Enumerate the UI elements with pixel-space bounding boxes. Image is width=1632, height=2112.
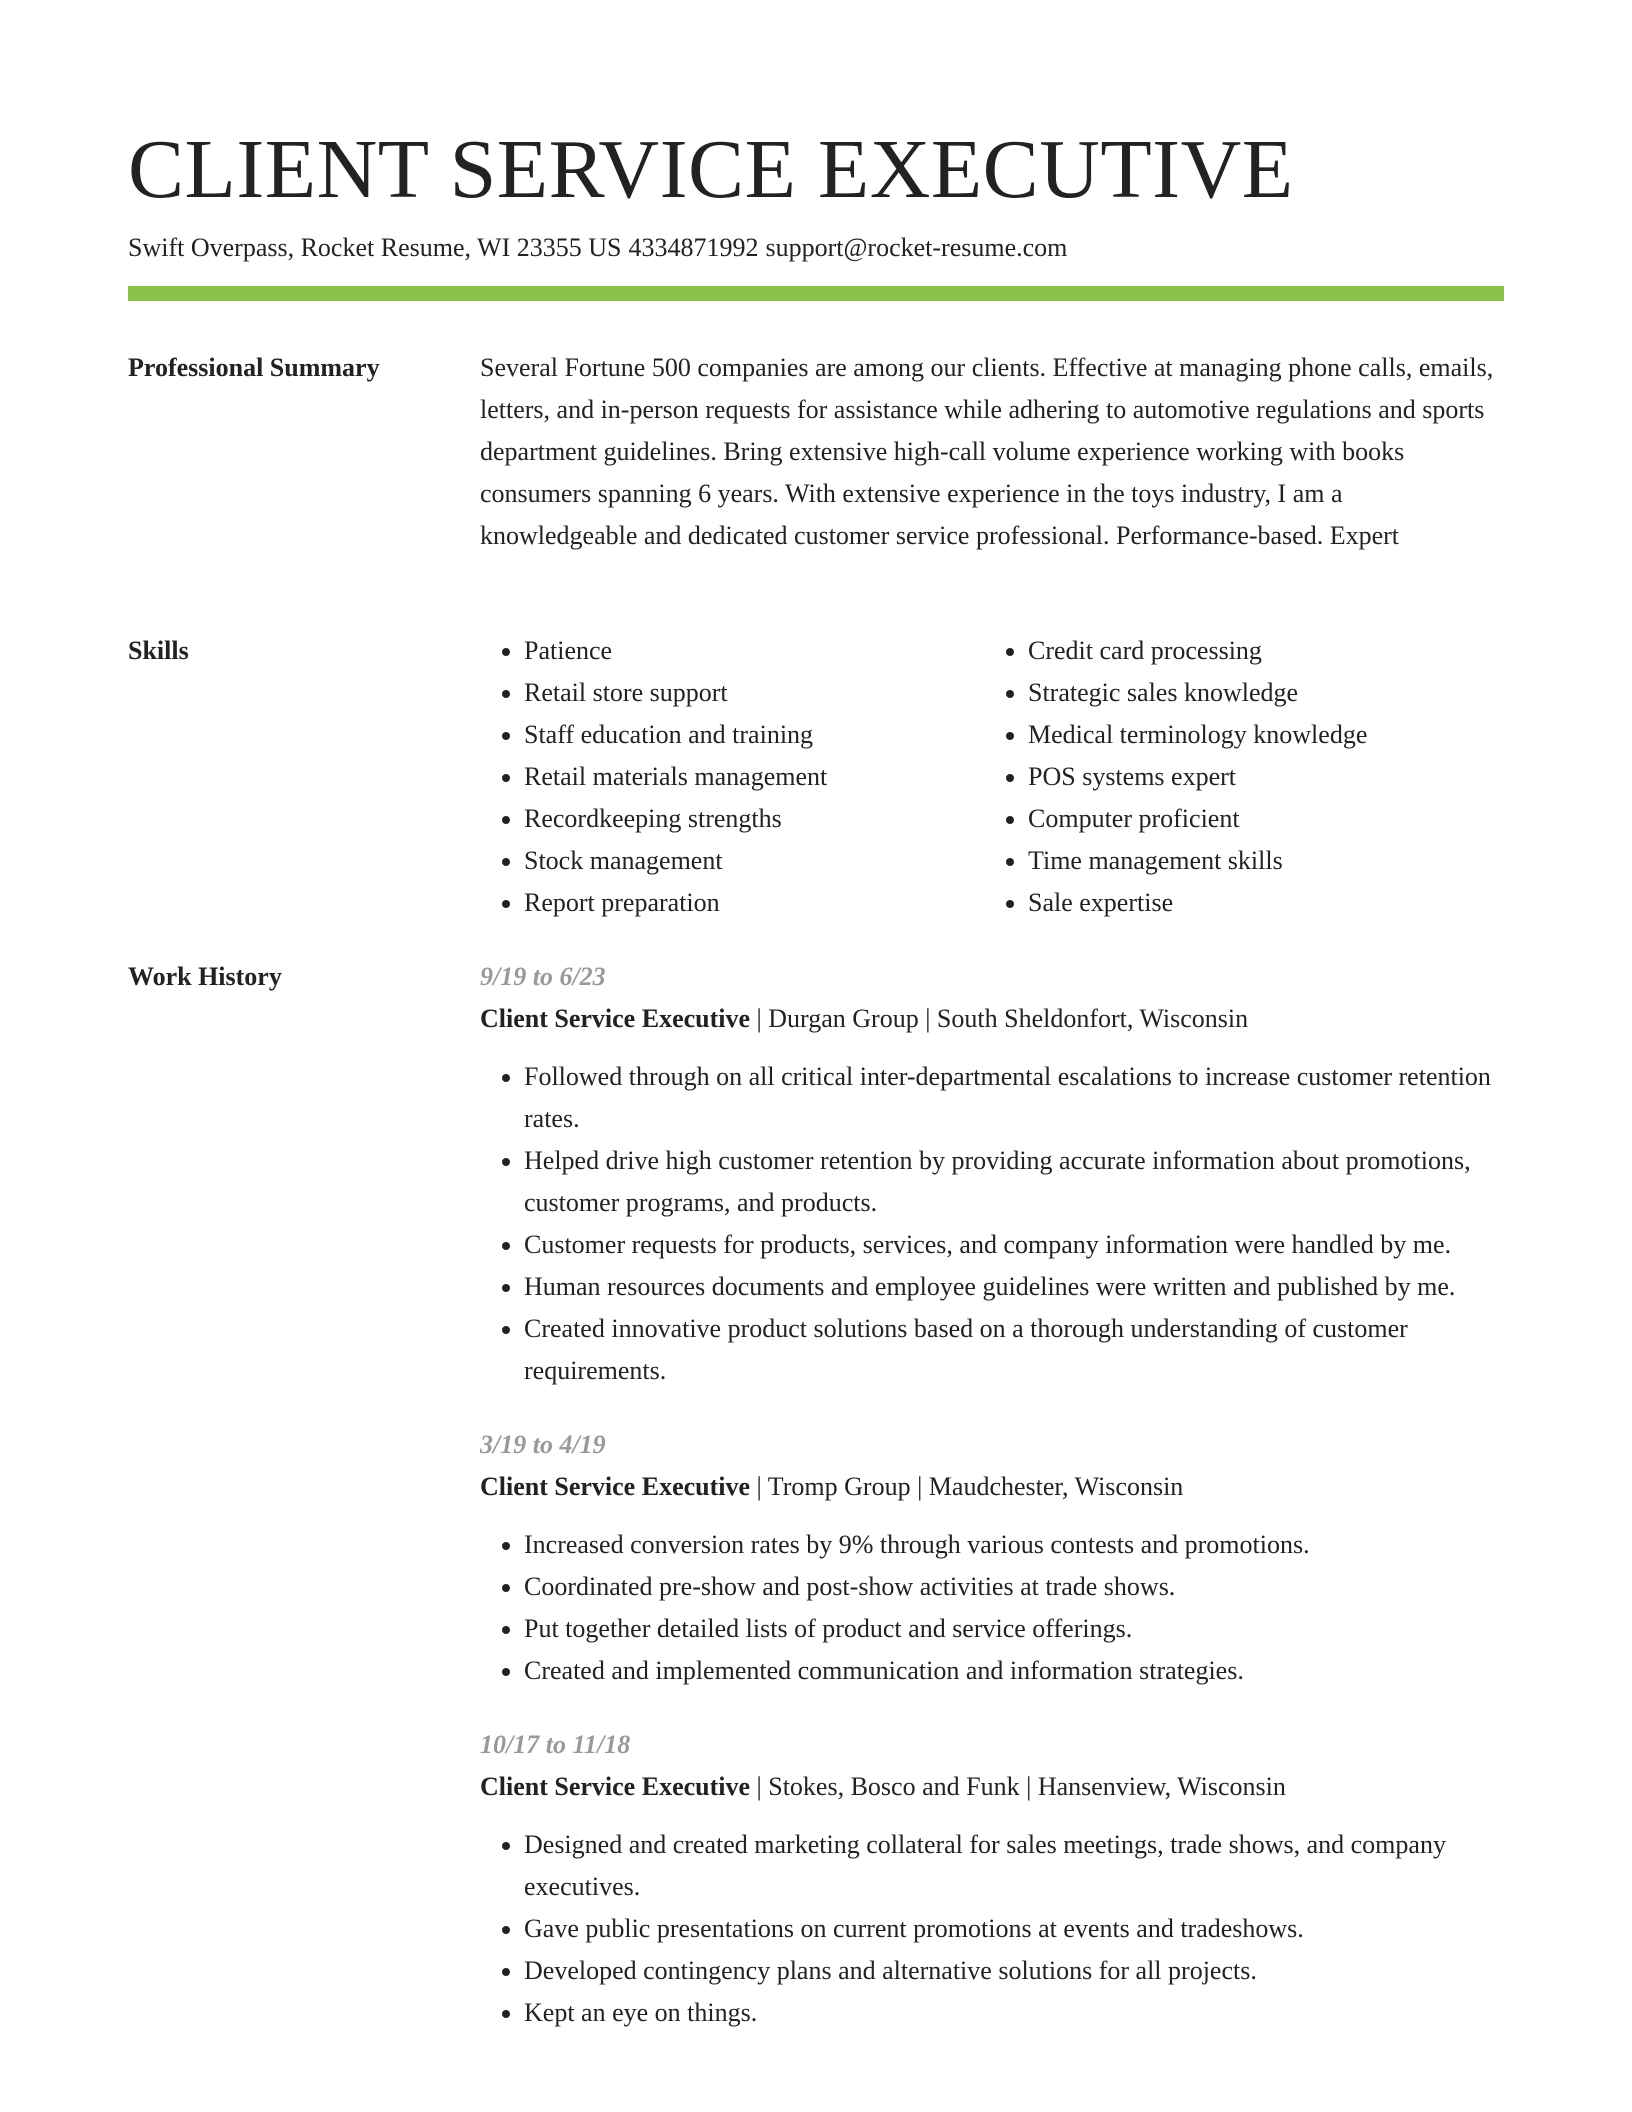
work-history-heading: Work History bbox=[128, 962, 282, 991]
separator: | bbox=[756, 1004, 762, 1033]
separator: | bbox=[756, 1772, 762, 1801]
job-bullet: • Human resources documents and employee guidelines were written and published by me. bbox=[524, 1266, 1506, 1308]
job-bullet: • Increased conversion rates by 9% through various contests and promotions. bbox=[524, 1524, 1506, 1566]
job-title-line bbox=[480, 1766, 1506, 1808]
skill-item: • Time management skills bbox=[1028, 840, 1488, 882]
job-bullet-list bbox=[480, 1056, 1506, 1392]
job-bullet: • Developed contingency plans and alternative solutions for all projects. bbox=[524, 1950, 1506, 1992]
skills-column-left bbox=[480, 630, 984, 924]
skill-item: • Stock management bbox=[524, 840, 984, 882]
job-entry bbox=[480, 1424, 1506, 1692]
job-title-line bbox=[480, 998, 1506, 1040]
skills-column-right bbox=[984, 630, 1488, 924]
job-company: Durgan Group bbox=[768, 1004, 919, 1033]
summary-body bbox=[480, 347, 1506, 557]
skill-item: • Patience bbox=[524, 630, 984, 672]
job-bullet: • Coordinated pre-show and post-show activities at trade shows. bbox=[524, 1566, 1506, 1608]
skill-item: • Computer proficient bbox=[1028, 798, 1488, 840]
skills-body bbox=[480, 630, 1506, 924]
skill-item: • Retail materials management bbox=[524, 756, 984, 798]
job-bullet-list bbox=[480, 1824, 1506, 2034]
job-bullet: • Designed and created marketing collateral for sales meetings, trade shows, and company executives. bbox=[524, 1824, 1506, 1908]
job-company: Stokes, Bosco and Funk bbox=[768, 1772, 1020, 1801]
skill-item: • Report preparation bbox=[524, 882, 984, 924]
contact-phone: 4334871992 bbox=[628, 233, 759, 262]
job-bullet: • Helped drive high customer retention by providing accurate information about promotions, customer programs, and products. bbox=[524, 1140, 1506, 1224]
skill-item: • Credit card processing bbox=[1028, 630, 1488, 672]
job-bullet: • Put together detailed lists of product and service offerings. bbox=[524, 1608, 1506, 1650]
skills-list-left bbox=[480, 630, 984, 924]
skill-item: • Sale expertise bbox=[1028, 882, 1488, 924]
contact-address: Swift Overpass, Rocket Resume, WI 23355 US bbox=[128, 233, 622, 262]
job-bullet: • Created and implemented communication and information strategies. bbox=[524, 1650, 1506, 1692]
skills-columns bbox=[480, 630, 1506, 924]
skills-heading: Skills bbox=[128, 636, 189, 665]
job-entry bbox=[480, 956, 1506, 1392]
work-history-body bbox=[480, 956, 1506, 2034]
job-bullet: • Customer requests for products, services, and company information were handled by me. bbox=[524, 1224, 1506, 1266]
job-location: Maudchester, Wisconsin bbox=[928, 1472, 1184, 1501]
summary-text: Several Fortune 500 companies are among our clients. Effective at managing phone calls, emails, letters, and in-person requests for assistance while adhering to automotive regulations and sports department guidelines. Bring extensive high-call volume experience working with books consumers spanning 6 years. With extensive experience in the toys industry, I am a knowledgeable and dedicated customer service professional. Performance-based. Expert bbox=[480, 353, 1494, 550]
skill-item: • Retail store support bbox=[524, 672, 984, 714]
contact-line bbox=[128, 230, 1067, 266]
contact-email: support@rocket-resume.com bbox=[765, 233, 1068, 262]
job-bullet: • Gave public presentations on current promotions at events and tradeshows. bbox=[524, 1908, 1506, 1950]
job-company: Tromp Group bbox=[767, 1472, 911, 1501]
job-entry bbox=[480, 1724, 1506, 2034]
separator: | bbox=[925, 1004, 931, 1033]
job-bullet: • Created innovative product solutions based on a thorough understanding of customer requirements. bbox=[524, 1308, 1506, 1392]
job-role: Client Service Executive bbox=[480, 1472, 751, 1501]
job-title-line bbox=[480, 1466, 1506, 1508]
job-dates: 9/19 to 6/23 bbox=[480, 962, 606, 991]
separator: | bbox=[1026, 1772, 1032, 1801]
skill-item: • Staff education and training bbox=[524, 714, 984, 756]
job-bullet: • Followed through on all critical inter-departmental escalations to increase customer retention rates. bbox=[524, 1056, 1506, 1140]
job-location: South Sheldonfort, Wisconsin bbox=[936, 1004, 1249, 1033]
summary-heading: Professional Summary bbox=[128, 353, 380, 382]
accent-divider bbox=[128, 286, 1504, 301]
job-dates: 3/19 to 4/19 bbox=[480, 1430, 606, 1459]
skill-item: • Strategic sales knowledge bbox=[1028, 672, 1488, 714]
page-title: CLIENT SERVICE EXECUTIVE bbox=[128, 123, 1294, 216]
job-bullet-list bbox=[480, 1524, 1506, 1692]
job-bullet: • Kept an eye on things. bbox=[524, 1992, 1506, 2034]
job-role: Client Service Executive bbox=[480, 1004, 751, 1033]
skill-item: • Recordkeeping strengths bbox=[524, 798, 984, 840]
separator: | bbox=[917, 1472, 923, 1501]
job-role: Client Service Executive bbox=[480, 1772, 751, 1801]
separator: | bbox=[756, 1472, 762, 1501]
skill-item: • POS systems expert bbox=[1028, 756, 1488, 798]
skill-item: • Medical terminology knowledge bbox=[1028, 714, 1488, 756]
job-location: Hansenview, Wisconsin bbox=[1037, 1772, 1286, 1801]
job-dates: 10/17 to 11/18 bbox=[480, 1730, 631, 1759]
skills-list-right bbox=[984, 630, 1488, 924]
